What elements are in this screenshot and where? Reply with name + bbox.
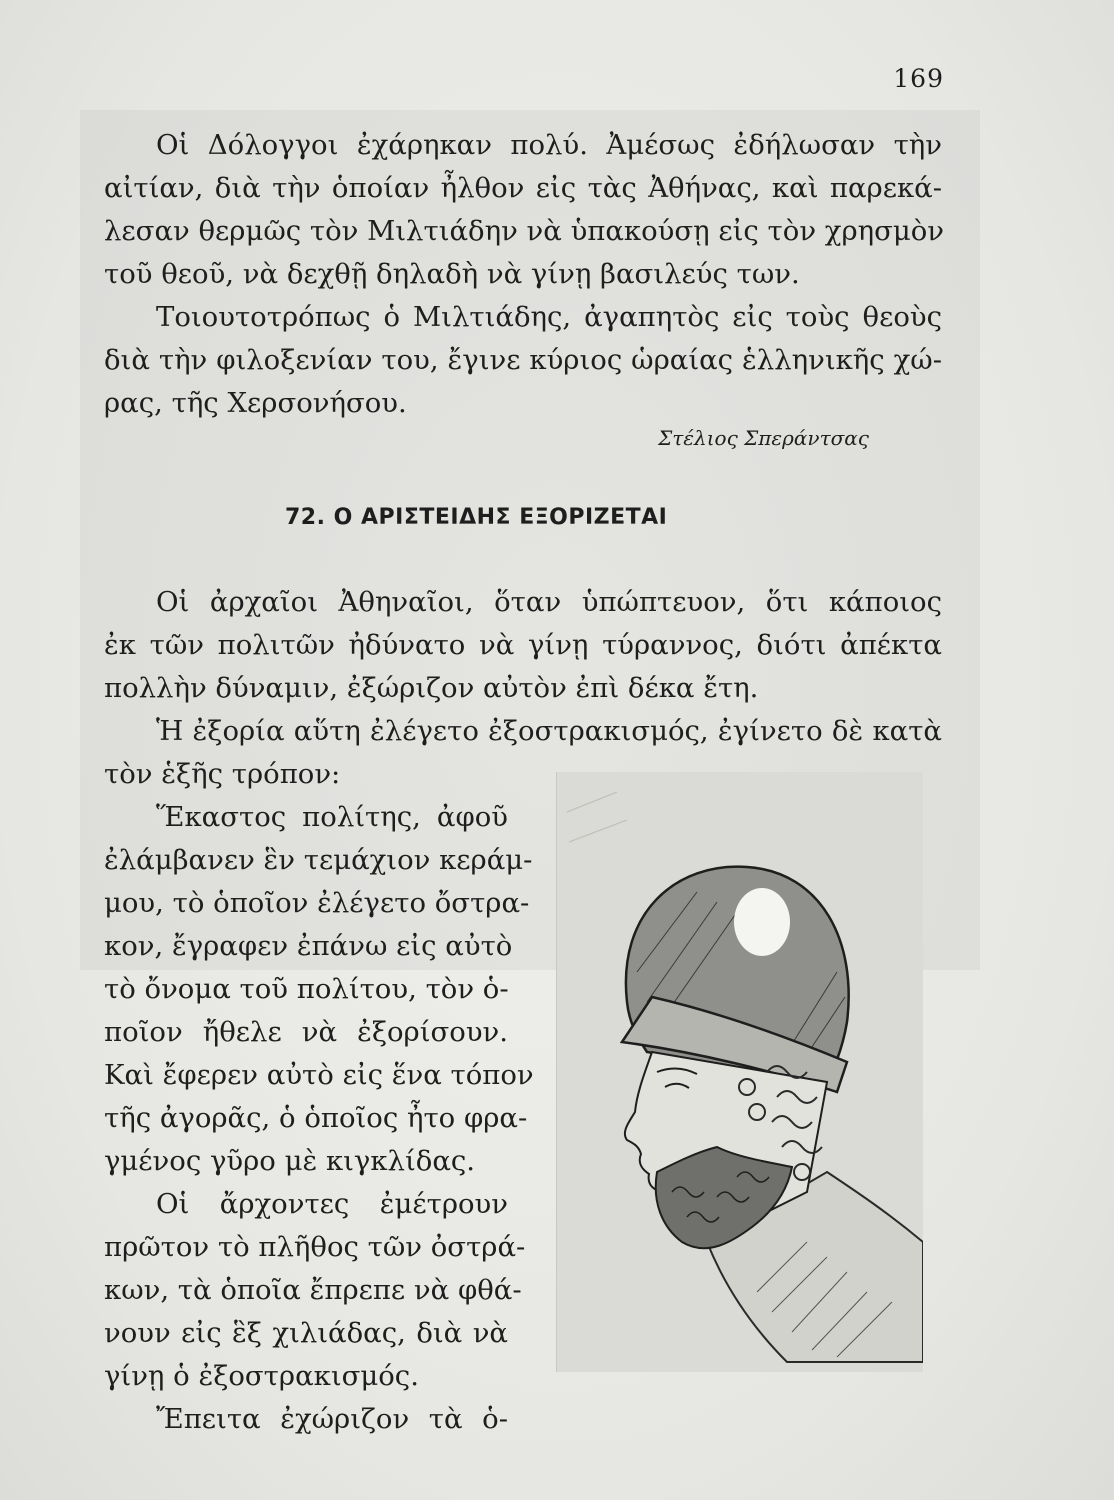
text-line: Οἱ Δόλογγοι ἐχάρηκαν πολύ. Ἀμέσως ἐδήλωσαν τὴν xyxy=(156,129,942,161)
text-line: ρας, τῆς Χερσονήσου. xyxy=(104,387,407,419)
text-line: τῆς ἀγορᾶς, ὁ ὁποῖος ἦτο φρα- xyxy=(104,1102,528,1134)
text-line: πρῶτον τὸ πλῆθος τῶν ὀστρά- xyxy=(104,1231,526,1263)
helmet-highlight xyxy=(734,888,790,956)
chapter-title: 72. Ο ΑΡΙΣΤΕΙΔΗΣ ΕΞΟΡΙΖΕΤΑΙ xyxy=(285,505,668,530)
page-number: 169 xyxy=(893,64,944,93)
text-line: Ἕκαστος πολίτης, ἀφοῦ xyxy=(156,801,508,833)
text-line: ἐκ τῶν πολιτῶν ἠδύνατο νὰ γίνῃ τύραννος, διότι ἀπέκτα xyxy=(104,629,942,661)
text-line: μου, τὸ ὁποῖον ἐλέγετο ὄστρα- xyxy=(104,887,530,919)
author-signature: Στέλιος Σπεράντσας xyxy=(658,426,869,450)
text-line: τὸν ἑξῆς τρόπον: xyxy=(104,758,341,790)
text-line: γίνῃ ὁ ἐξοστρακισμός. xyxy=(104,1360,419,1392)
text-line: λεσαν θερμῶς τὸν Μιλτιάδην νὰ ὑπακούσῃ εἰς τὸν χρησμὸν xyxy=(104,215,945,247)
text-line: πολλὴν δύναμιν, ἐξώριζον αὐτὸν ἐπὶ δέκα ἔτη. xyxy=(104,672,759,704)
text-line: ἐλάμβανεν ἓν τεμάχιον κεράμ- xyxy=(104,844,533,876)
text-line: Ἔπειτα ἐχώριζον τὰ ὁ- xyxy=(156,1403,508,1435)
text-line: τὸ ὄνομα τοῦ πολίτου, τὸν ὁ- xyxy=(104,973,509,1005)
text-line: Ἡ ἐξορία αὕτη ἐλέγετο ἐξοστρακισμός, ἐγίνετο δὲ κατὰ xyxy=(156,715,942,747)
text-line: Οἱ ἀρχαῖοι Ἀθηναῖοι, ὅταν ὑπώπτευον, ὅτι κάποιος xyxy=(156,586,942,618)
text-line: κον, ἔγραφεν ἐπάνω εἰς αὐτὸ xyxy=(104,930,513,962)
text-line: διὰ τὴν φιλοξενίαν του, ἔγινε κύριος ὡραίας ἑλληνικῆς χώ- xyxy=(104,344,942,376)
text-line: Τοιουτοτρόπως ὁ Μιλτιάδης, ἀγαπητὸς εἰς τοὺς θεοὺς xyxy=(156,301,942,333)
helmeted-head-drawing xyxy=(557,772,923,1372)
text-line: αἰτίαν, διὰ τὴν ὁποίαν ἦλθον εἰς τὰς Ἀθήνας, καὶ παρεκά- xyxy=(104,172,942,204)
text-line: τοῦ θεοῦ, νὰ δεχθῇ δηλαδὴ νὰ γίνῃ βασιλεύς των. xyxy=(104,258,800,290)
text-line: γμένος γῦρο μὲ κιγκλίδας. xyxy=(104,1145,476,1177)
text-line: Οἱ ἄρχοντες ἐμέτρουν xyxy=(156,1188,508,1220)
text-line: κων, τὰ ὁποῖα ἔπρεπε νὰ φθά- xyxy=(104,1274,522,1306)
aristides-portrait-illustration xyxy=(556,772,923,1372)
text-line: Καὶ ἔφερεν αὐτὸ εἰς ἕνα τόπον xyxy=(104,1059,534,1091)
text-line: ποῖον ἤθελε νὰ ἐξορίσουν. xyxy=(104,1016,508,1048)
text-line: νουν εἰς ἓξ χιλιάδας, διὰ νὰ xyxy=(104,1317,508,1349)
